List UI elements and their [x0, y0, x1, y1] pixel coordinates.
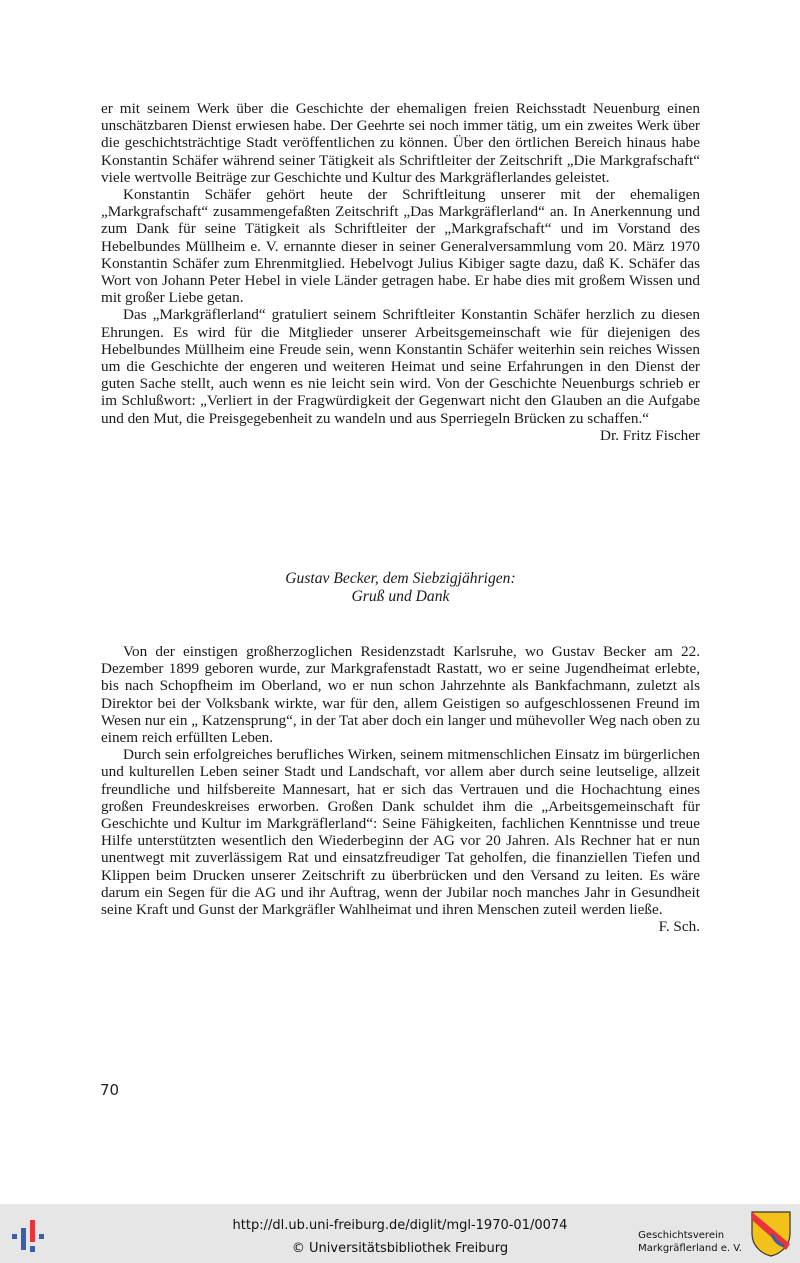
heading-line-2: Gruß und Dank: [351, 587, 450, 605]
paragraph-1: er mit seinem Werk über die Geschichte der ehemaligen freien Reichsstadt Neuenburg einen unschätzbaren Dienst erwiesen habe. Der Geehrte sei noch immer tätig, um ein zweites Werk über die geschichtsträchtige Stadt veröffentlichen zu können. Über den örtlichen Bereich hinaus habe Konstantin Schäfer während seiner Tätigkeit als Schriftleiter der Zeitschrift „Die Markgrafschaft“ viele wertvolle Beiträge zur Geschichte und Kultur des Markgräflerlandes geleistet.: [101, 100, 700, 186]
author-signature: Dr. Fritz Fischer: [600, 426, 700, 444]
coat-of-arms-icon: [750, 1210, 792, 1258]
paragraph-3-text: Das „Markgräflerland“ gratuliert seinem Schriftleiter Konstantin Schäfer herzlich zu diesen Ehrungen. Es wird für die Mitglieder unserer Arbeitsgemeinschaft wie für diejenigen des Hebelbundes Müllheim eine Freude sein, wenn Konstantin Schäfer weiterhin sein reiches Wissen um die Geschichte der engeren und weiteren Heimat und seine Erfahrungen in den Dienst der guten Sache stellt, auch wenn es nie leicht sein wird. Von der Geschichte Neuenburgs schrieb er im Schlußwort: „Verliert in der Fragwürdigkeit der Gegenwart nicht den Glauben an die Aufgabe und den Mut, die Preisgegebenheit zu wandeln und aus Sperriegeln Brücken zu schaffen.“: [101, 306, 700, 427]
footer-bar: [0, 1204, 800, 1263]
article-body: [101, 643, 700, 935]
publisher-line-1: Geschichtsverein: [638, 1230, 725, 1241]
paragraph-4: Von der einstigen großherzoglichen Residenzstadt Karlsruhe, wo Gustav Becker am 22. Dezember 1899 geboren wurde, zur Markgrafenstadt Rastatt, wo er seine Jugendheimat erlebte, bis nach Schopfheim im Oberland, wo er nun schon Jahrzehnte als Bankfachmann, zuletzt als Direktor bei der Volksbank wirkte, war für den, allem Geistigen so aufgeschlossenen Freund im Wesen nur ein „ Katzensprung“, in der Tat aber doch ein langer und mühevoller Weg nach oben zu einem reich erfüllten Leben.: [101, 643, 700, 747]
author-signature: F. Sch.: [658, 918, 700, 936]
article-heading: [101, 570, 700, 605]
document-url-link[interactable]: http://dl.ub.uni-freiburg.de/diglit/mgl-1970-01/0074: [232, 1218, 568, 1233]
publisher-name: [638, 1229, 742, 1255]
paragraph-3: [101, 306, 700, 444]
heading-line-1: Gustav Becker, dem Siebzigjährigen:: [285, 570, 516, 587]
article-continuation: [101, 100, 700, 444]
copyright-text: © Universitätsbibliothek Freiburg: [291, 1241, 509, 1256]
publisher-line-2: Markgräflerland e. V.: [638, 1243, 742, 1254]
paragraph-5: [101, 746, 700, 936]
page-number: 70: [100, 1081, 120, 1099]
paragraph-2: Konstantin Schäfer gehört heute der Schriftleitung unserer mit der ehemaligen „Markgrafschaft“ zusammengefaßten Zeitschrift „Das Markgräflerland“ an. In Anerkennung und zum Dank für seine Tätigkeit als Schriftleiter der „Markgrafschaft“ und im Vorstand des Hebelbundes Müllheim e. V. ernannte dieser in seiner Generalversammlung vom 20. März 1970 Konstantin Schäfer zum Ehrenmitglied. Hebelvogt Julius Kibiger sagte dazu, daß K. Schäfer das Wort von Johann Peter Hebel in viele Länder getragen habe. Er habe dies mit großem Wissen und mit großer Liebe getan.: [101, 186, 700, 307]
paragraph-5-text: Durch sein erfolgreiches berufliches Wirken, seinem mitmenschlichen Einsatz im bürgerlichen und kulturellen Leben seiner Stadt und Landschaft, vor allem aber durch seine leutselige, allzeit freundliche und hilfsbereite Mannesart, hat er sich das Vertrauen und die Hochachtung eines großen Freundeskreises erworben. Großen Dank schuldet ihm die „Arbeitsgemeinschaft für Geschichte und Kultur im Markgräflerland“: Seine Fähigkeiten, fachlichen Kenntnisse und treue Hilfe unterstützten wesentlich den Wiederbeginn der AG vor 20 Jahren. Als Rechner hat er nun unentwegt mit zuverlässigem Rat und einsatzfreudiger Tat geholfen, die finanziellen Tiefen und Klippen beim Drucken unserer Zeitschrift zu überbrücken und den Versand zu leiten. Es wäre darum ein Segen für die AG und ihr Auftrag, wenn der Jubilar noch manches Jahr in Gesundheit seine Kraft und Gunst der Markgräfler Wahlheimat und ihren Menschen zuteil werden ließe.: [101, 746, 700, 919]
